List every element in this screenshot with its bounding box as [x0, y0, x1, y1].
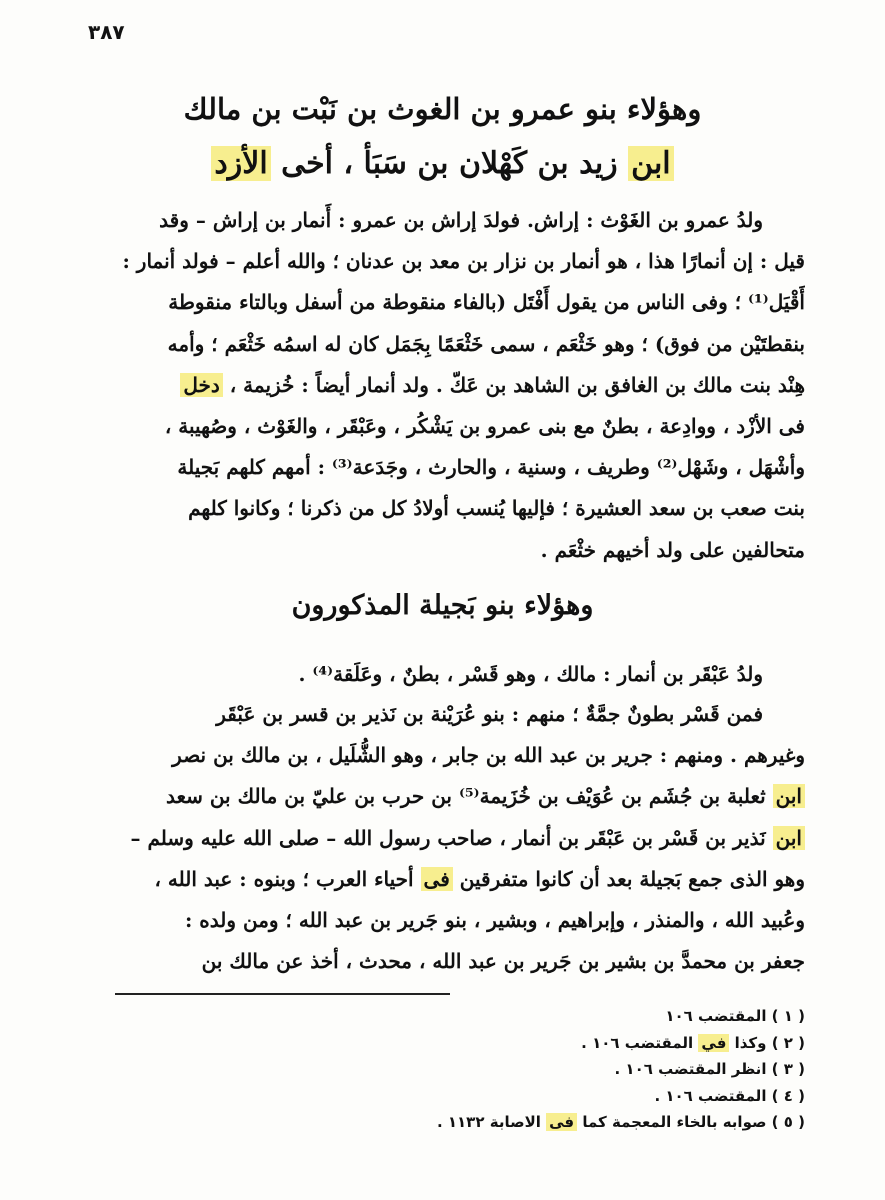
footnote-text: ( ٤ ) المقتضب ١٠٦ . — [654, 1086, 805, 1105]
text-segment: أحياء العرب ؛ وبنوه : عبد الله ، — [154, 866, 421, 891]
footnote-1 — [80, 1003, 805, 1030]
highlight-fi: فى — [421, 867, 453, 891]
text-segment: هِنْد بنت مالك بن الغافق بن الشاهد بن عَكّ . ولد أنمار أيضاً : خُزيمة ، — [222, 372, 805, 397]
footnote-divider — [115, 993, 450, 995]
footnotes — [80, 1003, 805, 1136]
text-line: جعفر بن محمدَّ بن بشير بن جَرير بن عبد الله ، محدث ، أخذ عن مالك بن — [201, 949, 805, 974]
highlight-azd: الأزد — [211, 146, 270, 181]
highlight-dakhal: دخل — [180, 373, 222, 397]
footnote-text: الاصابة ١١٣٢ . — [436, 1113, 547, 1131]
text-line: متحالفين على ولد أخيهم خثْعَم . — [540, 537, 805, 562]
heading-banu-amr: وهؤلاء بنو عمرو بن الغوث بن نَبْت بن مالك — [183, 92, 702, 126]
text-line: فمن قَسْر بطونٌ جمَّةٌ ؛ منهم : بنو عُرَيْنة بن نَذير بن قسر بن عَبْقَر — [216, 702, 763, 726]
footnote-text: ( ٣ ) انظر المقتضب ١٠٦ . — [614, 1060, 805, 1078]
footnote-text: المقتضب ١٠٦ . — [581, 1033, 699, 1052]
highlight-fi: في — [698, 1034, 729, 1052]
page-number: ٣٨٧ — [88, 20, 125, 44]
paragraph-intro — [80, 654, 805, 695]
paragraph-section-1 — [80, 200, 805, 571]
text-line: قيل : إن أنمارًا هذا ، هو أنمار بن نزار بن معد بن عدنان ؛ والله أعلم – فولد أنمار : — [122, 249, 805, 274]
highlight-fi: فى — [546, 1113, 577, 1131]
text-line: ولدُ عَبْقَر بن أنمار : مالك ، وهو قَسْر ، بطنٌ ، وعَلَقة⁽⁴⁾ . — [298, 662, 763, 686]
heading-middle: زيد بن كَهْلان بن سَبَأ ، أخى — [270, 146, 629, 181]
text-line: وأشْهَل ، وشَهْل⁽²⁾ وطريف ، وسنية ، والحارث ، وجَدَعة⁽³⁾ : أمهم كلهم بَجيلة — [177, 455, 805, 480]
footnote-text: ( ٥ ) صوابه بالخاء المعجمة كما — [577, 1113, 805, 1131]
footnote-text: ( ١ ) المقتضب ١٠٦ — [665, 1007, 805, 1025]
heading-ibn-zayd — [80, 146, 805, 181]
footnote-4 — [80, 1083, 805, 1110]
footnote-text: ( ٢ ) وكذا — [729, 1033, 805, 1052]
text-segment: وهو الذى جمع بَجيلة بعد أن كانوا متفرقين — [452, 866, 805, 891]
paragraph-section-2 — [80, 694, 805, 982]
heading-banu-bajila: وهؤلاء بنو بَجيلة المذكورون — [291, 590, 594, 621]
text-line: ولدُ عمرو بن الغَوْث : إراش. فولدَ إراش بن عمرو : أَنمار بن إراش – وقد — [159, 208, 763, 232]
footnote-2 — [80, 1030, 805, 1057]
highlight-ibn: ابن — [628, 146, 674, 181]
footnote-3 — [80, 1056, 805, 1083]
text-line — [80, 818, 805, 859]
text-line: فى الأزْد ، ووادِعة ، بطنٌ مع بنى عمرو بن يَشْكُر ، وعَبْقَر ، والغَوْث ، وصُهيبة ، — [164, 414, 805, 439]
text-line — [80, 859, 805, 900]
text-line: أَقْيَل⁽¹⁾ ؛ وفى الناس من يقول أَفْتَل (بالفاء منقوطة من أسفل وبالتاء منقوطة — [168, 290, 805, 315]
text-line — [80, 776, 805, 817]
text-segment: نَذير بن قَسْر بن عَبْقَر بن أنمار ، صاحب رسول الله – صلى الله عليه وسلم – — [130, 825, 773, 850]
highlight-ibn: ابن — [773, 784, 805, 808]
highlight-ibn: ابن — [773, 826, 805, 850]
text-line — [80, 365, 805, 406]
text-line: بنت صعب بن سعد العشيرة ؛ فإليها يُنسب أولادُ كل من ذكرنا ؛ وكانوا كلهم — [188, 496, 805, 521]
footnote-5 — [80, 1109, 805, 1136]
text-line: بنقطتَيْن من فوق) ؛ وهو خَثْعَم ، سمى خَثْعَمًا بِجَمَل كان له اسمُه خَثْعَم ؛ وأمه — [167, 331, 805, 356]
text-segment: ثعلبة بن جُشَم بن عُوَيْف بن خُزَيمة⁽⁵⁾ بن حرب بن عليّ بن مالك بن سعد — [165, 784, 773, 809]
text-line: وغيرهم . ومنهم : جرير بن عبد الله بن جابر ، وهو الشُّلَيل ، بن مالك بن نصر — [172, 743, 805, 768]
text-line: وعُبيد الله ، والمنذر ، وإبراهيم ، وبشير ، بنو جَرير بن عبد الله ؛ ومن ولده : — [184, 908, 805, 933]
